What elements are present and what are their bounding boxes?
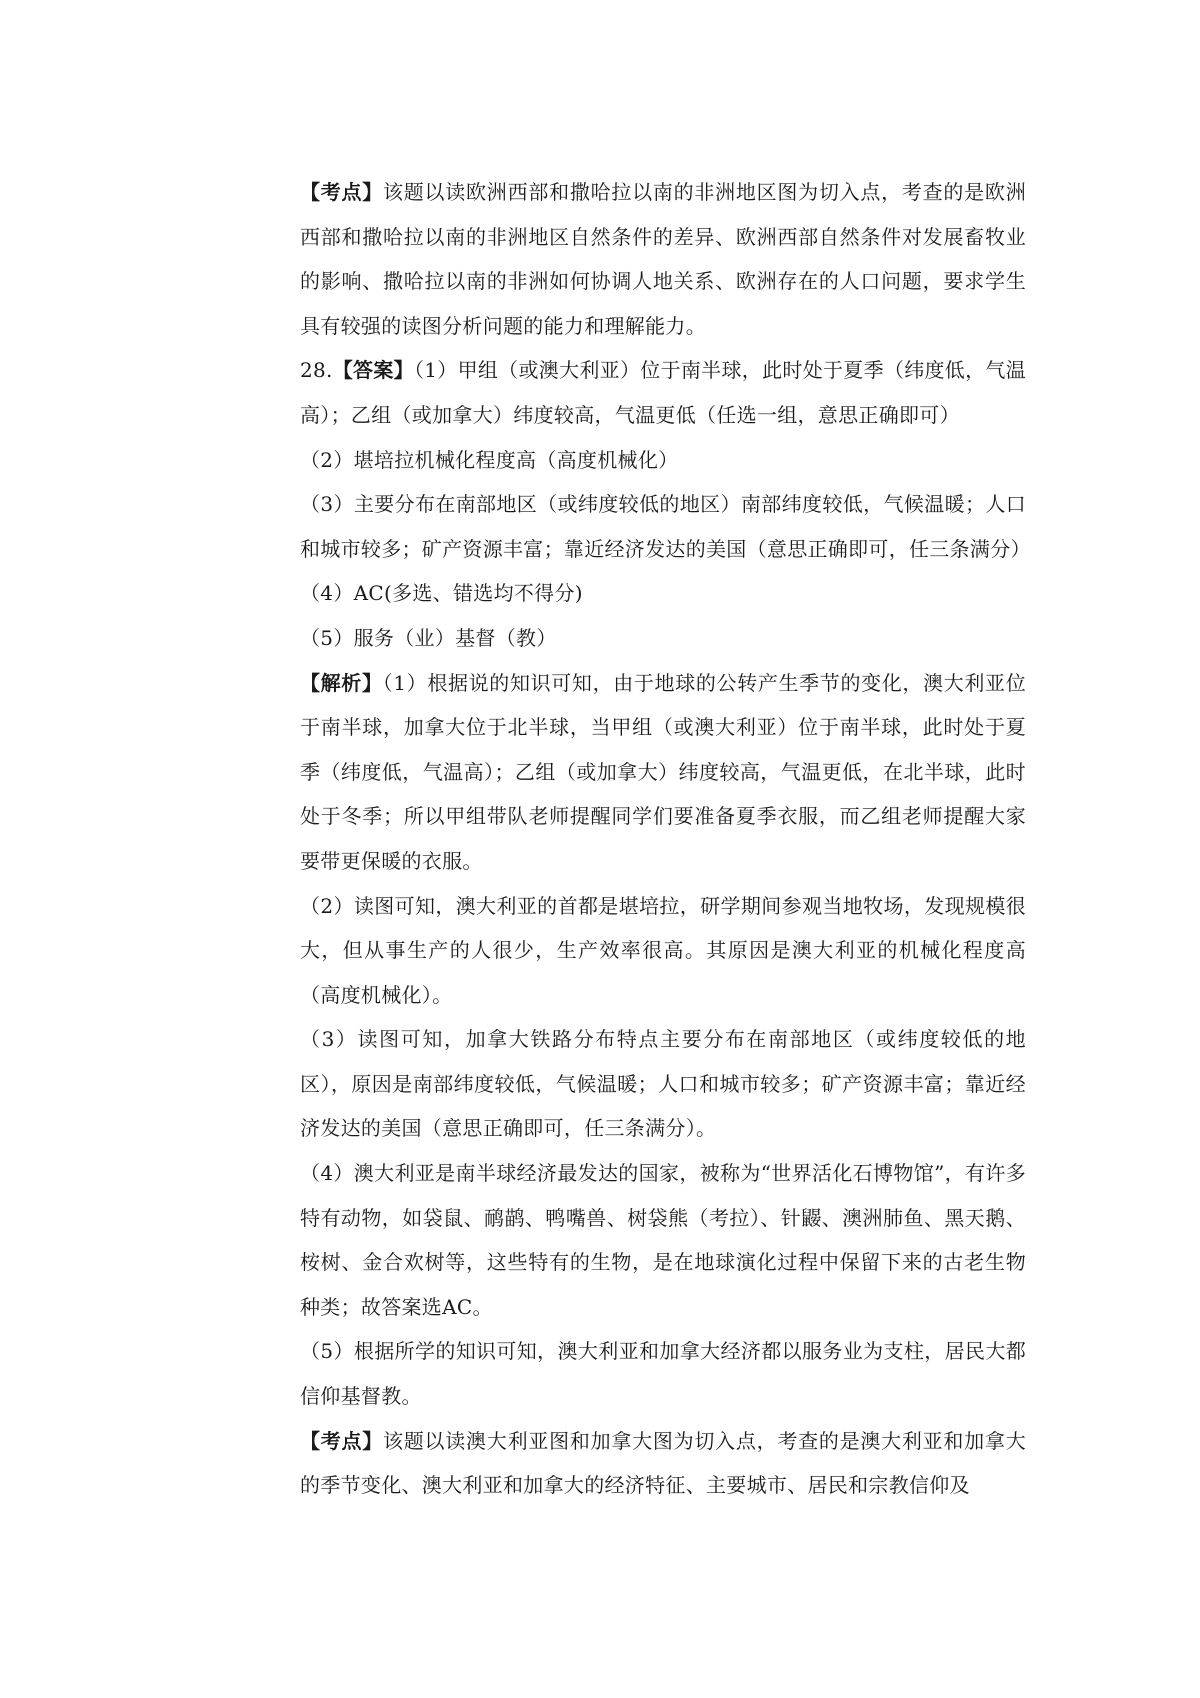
answer-item-2: （2）堪培拉机械化程度高（高度机械化） <box>300 447 679 472</box>
answer-item-3: （3）主要分布在南部地区（或纬度较低的地区）南部纬度较低，气候温暖；人口和城市较多；矿产资源丰富；靠近经济发达的美国（意思正确即可，任三条满分） <box>300 492 1031 561</box>
analysis-item-5: （5）根据所学的知识可知，澳大利亚和加拿大经济都以服务业为支柱，居民大都信仰基督教。 <box>300 1339 1026 1409</box>
paragraph-text: 该题以读欧洲西部和撒哈拉以南的非洲地区图为切入点，考查的是欧洲西部和撒哈拉以南的非洲地区自然条件的差异、欧洲西部自然条件对发展畜牧业的影响、撒哈拉以南的非洲如何协调人地关系、欧洲存在的人口问题，要求学生具有较强的读图分析问题的能力和理解能力。 <box>300 180 1026 338</box>
analysis-item-3: （3）读图可知，加拿大铁路分布特点主要分布在南部地区（或纬度较低的地区），原因是南部纬度较低，气候温暖；人口和城市较多；矿产资源丰富；靠近经济发达的美国（意思正确即可，任三条满分）。 <box>300 1027 1026 1141</box>
kaodian-tag: 【考点】 <box>300 180 384 204</box>
analysis-paragraph-1 <box>300 661 1026 884</box>
analysis-tag: 【解析】 <box>300 670 383 695</box>
paragraph-text: 该题以读澳大利亚图和加拿大图为切入点，考查的是澳大利亚和加拿大的季节变化、澳大利亚和加拿大的经济特征、主要城市、居民和宗教信仰及 <box>300 1428 1026 1498</box>
answer-paragraph <box>300 348 1026 437</box>
paragraph-text: （1）甲组（或澳大利亚）位于南半球，此时处于夏季（纬度低，气温高）；乙组（或加拿大）纬度较高，气温更低（任选一组，意思正确即可） <box>300 358 1027 427</box>
analysis-item-2: （2）读图可知，澳大利亚的首都是堪培拉，研学期间参观当地牧场，发现规模很大，但从事生产的人很少，生产效率很高。其原因是澳大利亚的机械化程度高（高度机械化）。 <box>300 893 1026 1007</box>
kaodian-paragraph-1 <box>300 170 1026 348</box>
answer-tag: 【答案】 <box>332 358 414 383</box>
kaodian-tag: 【考点】 <box>300 1428 384 1453</box>
question-number: 28. <box>300 358 333 383</box>
document-page <box>300 170 1031 1508</box>
kaodian-paragraph-2 <box>300 1419 1026 1508</box>
paragraph-text: （1）根据说的知识可知，由于地球的公转产生季节的变化，澳大利亚位于南半球，加拿大位于北半球，当甲组（或澳大利亚）位于南半球，此时处于夏季（纬度低，气温高）；乙组（或加拿大）纬度较高，气温更低，在北半球，此时处于冬季；所以甲组带队老师提醒同学们要准备夏季衣服，而乙组老师提醒大家要带更保暖的衣服。 <box>300 670 1026 873</box>
answer-item-4: （4）AC(多选、错选均不得分) <box>300 581 583 606</box>
analysis-item-4: （4）澳大利亚是南半球经济最发达的国家，被称为“世界活化石博物馆”，有许多特有动物，如袋鼠、鸸鹋、鸭嘴兽、树袋熊（考拉）、针鼹、澳洲肺鱼、黑天鹅、桉树、金合欢树等，这些特有的生物，是在地球演化过程中保留下来的古老生物种类；故答案选AC。 <box>300 1161 1026 1319</box>
answer-item-5: （5）服务（业）基督（教） <box>300 625 557 650</box>
